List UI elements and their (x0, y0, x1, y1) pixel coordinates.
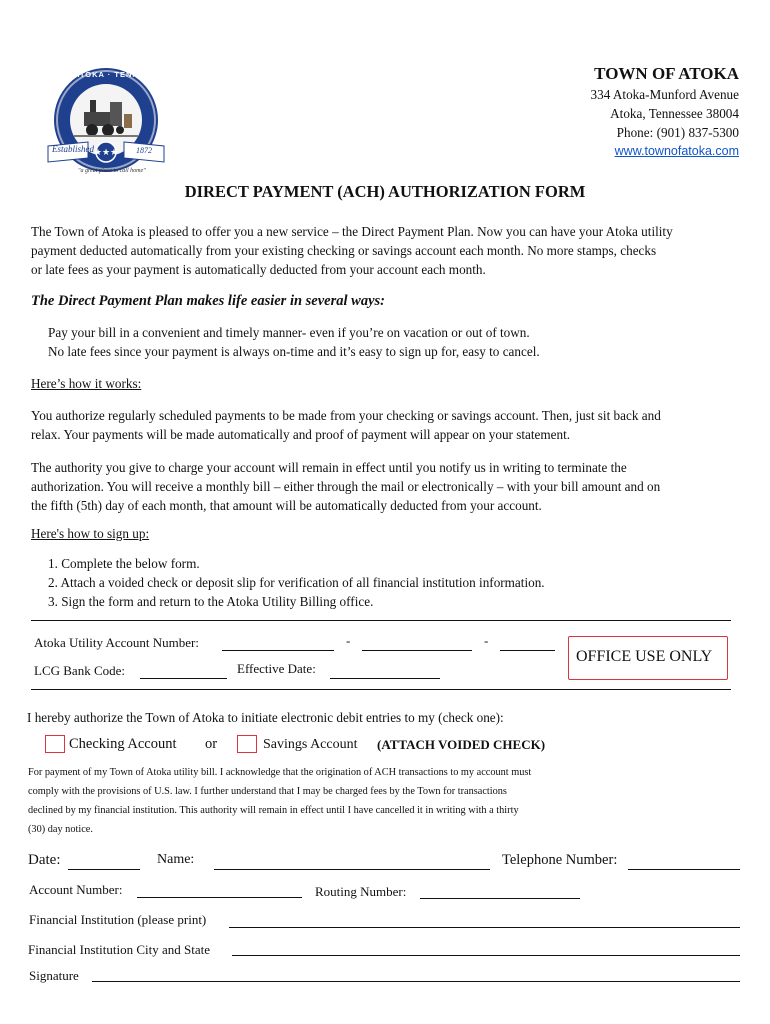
sign-up-heading: Here's how to sign up: (31, 526, 150, 541)
office-use-only-box (568, 636, 728, 680)
phone-number: Phone: (901) 837-5300 (616, 125, 739, 140)
office-use-only-label: OFFICE USE ONLY (576, 648, 713, 665)
seal-banner-established: Established (52, 144, 94, 154)
office-section-bottom-rule (31, 689, 731, 690)
paragraph-line: the fifth (5th) day of each month, that amount will be automatically deducted from your account. (31, 498, 542, 513)
office-account-number-part2[interactable] (362, 650, 472, 651)
how-it-works-paragraph-2 (31, 458, 660, 515)
effective-date-field[interactable] (330, 678, 440, 679)
seal-banner-year: 1872 (136, 146, 152, 155)
account-number-field[interactable] (137, 897, 302, 898)
lcg-bank-code-field[interactable] (140, 678, 227, 679)
fine-print-line: declined by my financial institution. This authority will remain in effect until I have cancelled it in writing with a thirty (28, 805, 519, 816)
paragraph-line: You authorize regularly scheduled payments to be made from your checking or savings account. Then, just sit back and (31, 408, 661, 423)
name-label: Name: (157, 852, 195, 867)
fine-print-line: For payment of my Town of Atoka utility bill. I acknowledge that the origination of ACH transactions to my account must (28, 767, 532, 778)
account-number-separator: - (346, 633, 351, 648)
telephone-number-field[interactable] (628, 869, 740, 870)
how-it-works-heading: Here’s how it works: (31, 376, 142, 391)
sign-up-step: 1. Complete the below form. (48, 556, 200, 571)
seal-ring-text: ATOKA · TENNESSEE (74, 70, 169, 79)
benefits-list (48, 323, 540, 361)
or-label: or (205, 736, 218, 752)
town-name: TOWN OF ATOKA (594, 64, 739, 83)
sign-up-step: 2. Attach a voided check or deposit slip for verification of all financial institution information. (48, 575, 545, 590)
financial-institution-field[interactable] (229, 927, 740, 928)
financial-institution-city-state-field[interactable] (232, 955, 740, 956)
financial-institution-label: Financial Institution (please print) (29, 912, 207, 927)
attach-voided-check-note: (ATTACH VOIDED CHECK) (377, 737, 546, 752)
benefit-item: Pay your bill in a convenient and timely manner- even if you’re on vacation or out of town. (48, 325, 530, 340)
routing-number-field[interactable] (420, 898, 580, 899)
address-line-1: 334 Atoka-Munford Avenue (590, 87, 739, 102)
financial-institution-city-state-label: Financial Institution City and State (28, 942, 210, 957)
office-account-number-part1[interactable] (222, 650, 334, 651)
office-section-top-rule (31, 620, 731, 621)
address-line-2: Atoka, Tennessee 38004 (610, 106, 739, 121)
seal-motto: "a great place to call home" (78, 168, 146, 174)
signature-field[interactable] (92, 981, 740, 982)
paragraph-line: The authority you give to charge your account will remain in effect until you notify us in writing to terminate the (31, 460, 627, 475)
intro-line: payment deducted automatically from your existing checking or savings account each month. No more stamps, checks (31, 243, 657, 258)
office-account-number-label: Atoka Utility Account Number: (34, 635, 200, 650)
svg-text:★★★: ★★★ (93, 147, 119, 157)
date-label: Date: (28, 852, 61, 868)
date-field[interactable] (68, 869, 140, 870)
lcg-bank-code-label: LCG Bank Code: (34, 663, 125, 678)
office-account-number-part3[interactable] (500, 650, 555, 651)
how-it-works-paragraph-1 (31, 406, 661, 444)
benefits-heading: The Direct Payment Plan makes life easier in several ways: (31, 293, 385, 309)
paragraph-line: authorization. You will receive a monthly bill – either through the mail or electronically – with your bill amount and on (31, 479, 661, 494)
checking-account-label: Checking Account (69, 736, 177, 752)
intro-line: The Town of Atoka is pleased to offer you a new service – the Direct Payment Plan. Now you can have your Atoka utility (31, 224, 673, 239)
fine-print-line: (30) day notice. (28, 824, 93, 835)
signature-label: Signature (29, 968, 79, 983)
sign-up-step: 3. Sign the form and return to the Atoka Utility Billing office. (48, 594, 374, 609)
sign-up-steps (48, 554, 545, 611)
paragraph-line: relax. Your payments will be made automatically and proof of payment will appear on your statement. (31, 427, 571, 442)
telephone-number-label: Telephone Number: (502, 852, 618, 868)
authorization-statement: I hereby authorize the Town of Atoka to initiate electronic debit entries to my (check one): (27, 710, 504, 725)
town-seal-logo (44, 62, 168, 184)
savings-account-checkbox[interactable] (237, 735, 257, 753)
routing-number-label: Routing Number: (315, 884, 407, 899)
effective-date-label: Effective Date: (237, 661, 316, 676)
benefit-item: No late fees since your payment is always on-time and it’s easy to sign up for, easy to cancel. (48, 344, 540, 359)
checking-account-checkbox[interactable] (45, 735, 65, 753)
intro-line: or late fees as your payment is automatically deducted from your account each month. (31, 262, 486, 277)
fine-print-line: comply with the provisions of U.S. law. I further understand that I may be charged fees by the Town for transactions (28, 786, 507, 797)
website-link[interactable]: www.townofatoka.com (614, 144, 739, 158)
savings-account-label: Savings Account (263, 737, 358, 752)
account-number-separator: - (484, 633, 489, 648)
name-field[interactable] (214, 869, 490, 870)
form-title: DIRECT PAYMENT (ACH) AUTHORIZATION FORM (184, 182, 586, 201)
intro-paragraph (31, 222, 673, 279)
account-number-label: Account Number: (29, 882, 123, 897)
authorization-fine-print (28, 763, 531, 839)
